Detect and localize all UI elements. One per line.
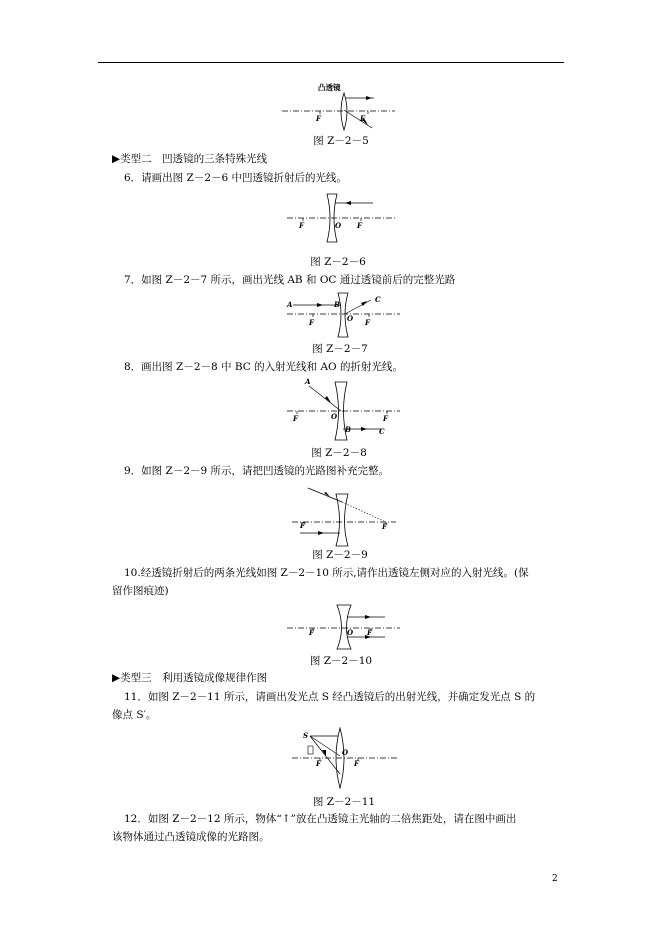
- fig6-label-o: O: [335, 221, 342, 230]
- figure-z-2-9: [290, 482, 400, 546]
- fig10-label-f1: F: [309, 628, 314, 637]
- fig8-label-b: B: [345, 425, 351, 434]
- figure-z-2-7: [285, 293, 405, 341]
- fig11-caption: 图 Z－2－11: [312, 796, 376, 808]
- fig6-label-f2: F: [357, 221, 362, 230]
- fig10-label-f2: F: [367, 628, 372, 637]
- fig6-label-f1: F: [299, 221, 304, 230]
- fig9-caption: 图 Z－2－9: [312, 549, 368, 561]
- fig8-caption: 图 Z－2－8: [311, 447, 367, 459]
- fig11-label-o: O: [342, 748, 349, 757]
- question-11-line2: 像点 S′。: [112, 709, 157, 721]
- header-rule: [98, 62, 564, 63]
- question-9: 9．如图 Z－2－9 所示，请把凹透镜的光路图补充完整。: [124, 465, 390, 477]
- fig7-label-f2: F: [365, 318, 370, 327]
- fig11-label-s: S: [303, 731, 309, 740]
- fig11-label-f1: F: [316, 759, 321, 768]
- figure-z-2-6: [285, 190, 400, 250]
- question-10-line2: 留作图痕迹): [112, 585, 169, 597]
- question-7: 7．如图 Z－2－7 所示，画出光线 AB 和 OC 通过透镜前后的完整光路: [124, 274, 456, 286]
- fig8-label-f2: F: [383, 414, 388, 423]
- fig11-label-f2: F: [354, 759, 359, 768]
- fig9-label-f2: F: [382, 522, 387, 531]
- fig9-label-f1: F: [300, 521, 305, 530]
- question-8: 8．画出图 Z－2－8 中 BC 的入射光线和 AO 的折射光线。: [124, 361, 403, 373]
- figure-z-2-10: [285, 603, 405, 651]
- figure-z-2-8: [285, 376, 405, 442]
- question-12-line1: 12．如图 Z－2－12 所示，物体“↑”放在凸透镜主光轴的二倍焦距处，请在图中画出: [124, 813, 517, 825]
- fig5-label-f2: F: [360, 114, 365, 123]
- question-6: 6．请画出图 Z－2－6 中凹透镜折射后的光线。: [124, 172, 348, 184]
- fig7-label-b: B: [334, 300, 340, 309]
- fig7-label-o: O: [347, 314, 354, 323]
- page-number: 2: [552, 874, 558, 884]
- fig7-label-a: A: [287, 300, 293, 309]
- figure-z-2-11: [290, 726, 402, 792]
- question-12-line2: 该物体通过凸透镜成像的光路图。: [112, 831, 270, 843]
- fig6-caption: 图 Z－2－6: [310, 256, 366, 268]
- section-type3: ▶类型三 利用透镜成像规律作图: [112, 672, 268, 684]
- fig8-label-f1: F: [293, 414, 298, 423]
- question-10-line1: 10.经透镜折射后的两条光线如图 Z－2－10 所示,请作出透镜左侧对应的入射光线。(保: [124, 567, 529, 579]
- fig5-caption: 图 Z－2－5: [313, 135, 369, 147]
- fig7-caption: 图 Z－2－7: [312, 343, 368, 355]
- fig8-label-c: C: [379, 427, 385, 436]
- fig7-label-f1: F: [309, 318, 314, 327]
- figure-z-2-5: [280, 80, 400, 135]
- fig10-caption: 图 Z－2－10: [309, 655, 373, 667]
- fig5-title: 凸透镜: [318, 83, 341, 92]
- fig8-label-o: O: [331, 412, 338, 421]
- fig7-label-c: C: [375, 295, 381, 304]
- fig10-label-o: O: [347, 628, 354, 637]
- fig8-label-a: A: [305, 377, 311, 386]
- fig5-label-f1: F: [316, 114, 321, 123]
- section-type2: ▶类型二 凹透镜的三条特殊光线: [112, 153, 268, 165]
- question-11-line1: 11．如图 Z－2－11 所示，请画出发光点 S 经凸透镜后的出射光线，并确定发光点 S 的: [124, 691, 536, 703]
